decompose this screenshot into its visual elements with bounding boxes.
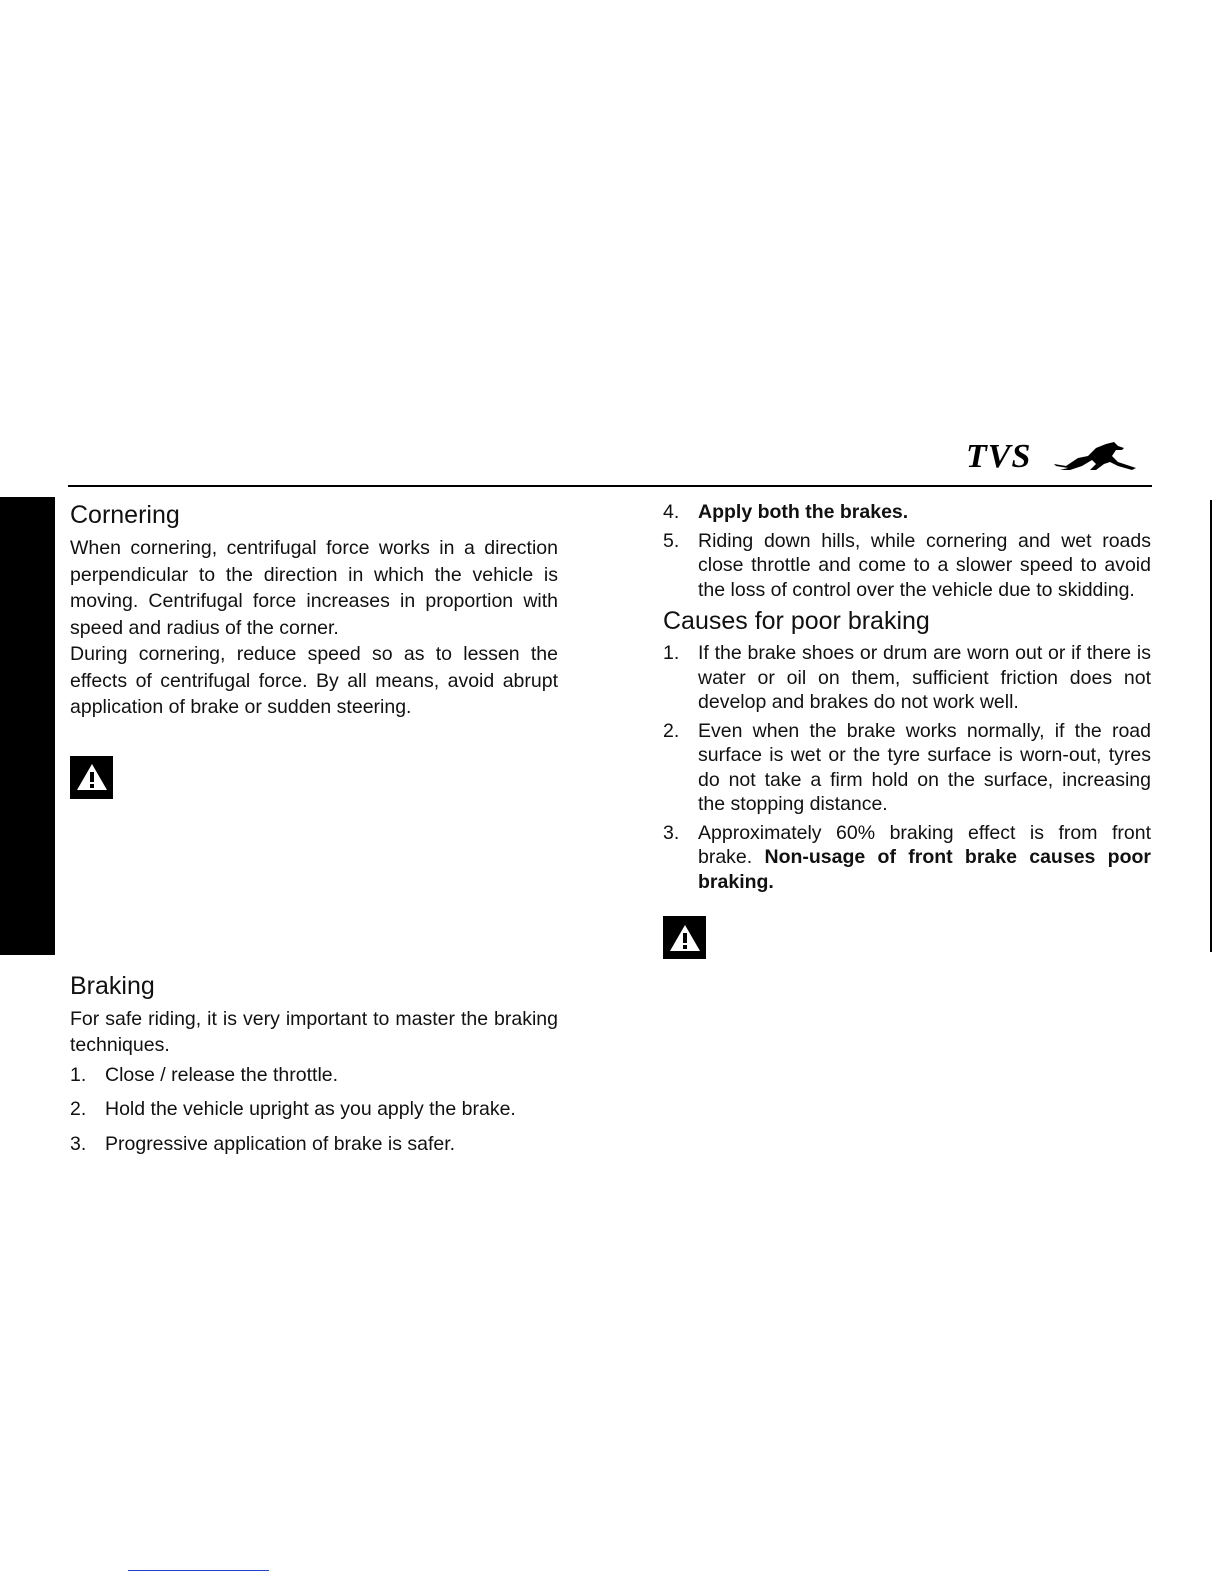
list-item [663, 641, 1151, 715]
footer-link-underline [128, 1570, 269, 1571]
left-column [70, 500, 558, 1160]
cornering-paragraph-1: When cornering, centrifugal force works in a direction perpendicular to the direction in which the vehicle is moving. Centrifugal force increases in proportion with speed and radius of the corner. [70, 537, 558, 639]
warning-triangle-icon [668, 923, 702, 953]
causes-heading: Causes for poor braking [663, 607, 930, 635]
list-number: 2. [663, 719, 680, 742]
list-text: If the brake shoes or drum are worn out or if there is water or oil on them, sufficient friction does not develop and brakes do not work well. [698, 642, 1151, 713]
list-item [663, 529, 1151, 603]
list-number: 3. [663, 821, 680, 844]
list-item [70, 1097, 558, 1122]
list-item [70, 1132, 558, 1157]
cornering-paragraph-2: During cornering, reduce speed so as to lessen the effects of centrifugal force. By all means, avoid abrupt application of brake or sudden steering. [70, 643, 558, 718]
list-number: 3. [70, 1132, 87, 1155]
list-text: Approximately 60% braking effect is from front brake. [698, 821, 1151, 868]
page-edge-rule [1210, 500, 1212, 952]
list-text-bold: Non-usage of front brake causes poor braking. [698, 846, 1151, 893]
warning-box [70, 756, 113, 799]
causes-list [663, 641, 1151, 894]
list-item [663, 821, 1151, 895]
list-text: Progressive application of brake is safer. [105, 1132, 456, 1155]
list-item [663, 719, 1151, 817]
braking-heading: Braking [70, 971, 155, 1000]
list-number: 2. [70, 1098, 87, 1120]
list-text: Riding down hills, while cornering and wet roads close throttle and come to a slower speed to avoid the loss of control over the vehicle due to skidding. [698, 529, 1151, 601]
list-text: Apply both the brakes. [698, 501, 909, 523]
header-rule [68, 485, 1152, 487]
list-number: 4. [663, 501, 680, 523]
tvs-logo [966, 438, 1138, 478]
list-number: 1. [663, 642, 680, 664]
warning-triangle-icon [75, 762, 109, 792]
list-number: 1. [70, 1063, 87, 1086]
list-item [70, 1063, 558, 1088]
cornering-heading: Cornering [70, 501, 180, 529]
horse-icon [1052, 440, 1138, 474]
braking-list [70, 1063, 558, 1157]
list-text: Even when the brake works normally, if the road surface is wet or the tyre surface is worn-out, tyres do not take a firm hold on the surface, increasing the stopping distance. [698, 719, 1151, 815]
list-item [663, 500, 1151, 525]
logo-text: TVS [966, 438, 1032, 475]
braking-list-continued [663, 500, 1151, 602]
section-tab [0, 497, 55, 955]
right-column [663, 500, 1151, 959]
braking-intro: For safe riding, it is very important to master the braking techniques. [70, 1007, 558, 1056]
warning-box [663, 916, 706, 959]
list-text: Hold the vehicle upright as you apply the brake. [105, 1098, 516, 1120]
list-text: Close / release the throttle. [105, 1063, 339, 1086]
list-number: 5. [663, 529, 680, 552]
